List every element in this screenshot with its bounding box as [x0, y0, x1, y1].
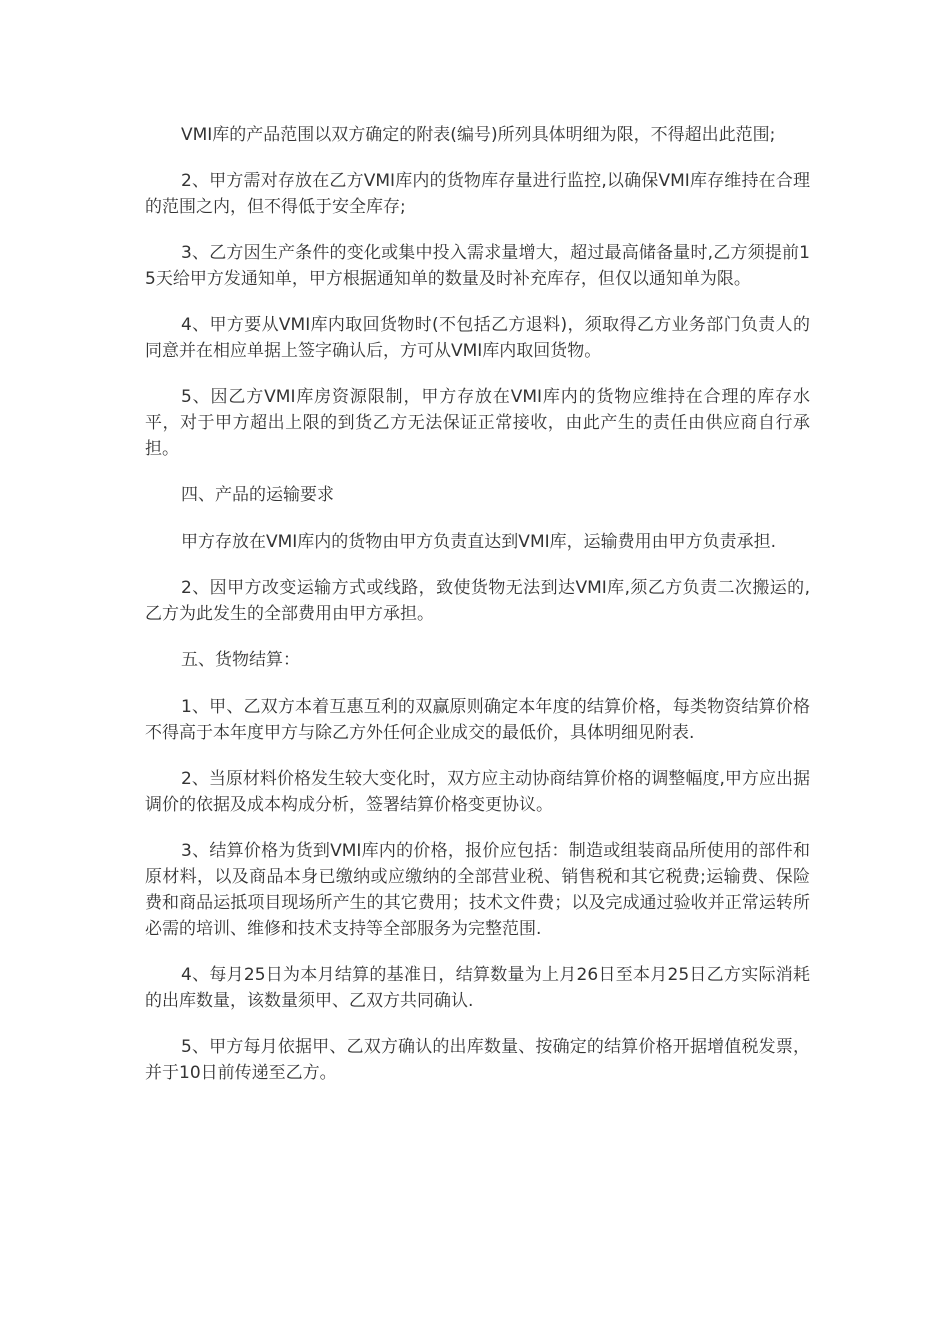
paragraph-vmi-scope: VMI库的产品范围以双方确定的附表(编号)所列具体明细为限，不得超出此范围; — [181, 125, 776, 145]
document-page — [145, 122, 810, 1106]
paragraph-price-adjustment: 2、当原材料价格发生较大变化时，双方应主动协商结算价格的调整幅度,甲方应出据调价的依据及成本构成分析，签署结算价格变更协议。 — [145, 769, 810, 815]
section-heading-transport: 四、产品的运输要求 — [181, 485, 334, 505]
paragraph-transport-cost: 甲方存放在VMI库内的货物由甲方负责直达到VMI库，运输费用由甲方负责承担. — [181, 532, 777, 552]
paragraph-invoice: 5、甲方每月依据甲、乙双方确认的出库数量、按确定的结算价格开据增值税发票，并于10日前传递至乙方。 — [145, 1037, 810, 1083]
paragraph-settlement-price: 1、甲、乙双方本着互惠互利的双赢原则确定本年度的结算价格，每类物资结算价格不得高于本年度甲方与除乙方外任何企业成交的最低价，具体明细见附表. — [145, 697, 810, 743]
paragraph-secondary-handling: 2、因甲方改变运输方式或线路，致使货物无法到达VMI库,须乙方负责二次搬运的,乙方为此发生的全部费用由甲方承担。 — [145, 578, 810, 624]
paragraph-inventory-monitoring: 2、甲方需对存放在乙方VMI库内的货物库存量进行监控,以确保VMI库存维持在合理的范围之内，但不得低于安全库存; — [145, 171, 810, 217]
paragraph-storage-limit: 5、因乙方VMI库房资源限制，甲方存放在VMI库内的货物应维持在合理的库存水平，对于甲方超出上限的到货乙方无法保证正常接收，由此产生的责任由供应商自行承担。 — [145, 387, 810, 459]
paragraph-notification-replenishment: 3、乙方因生产条件的变化或集中投入需求量增大，超过最高储备量时,乙方须提前15天给甲方发通知单，甲方根据通知单的数量及时补充库存，但仅以通知单为限。 — [145, 243, 810, 289]
paragraph-settlement-date: 4、每月25日为本月结算的基准日，结算数量为上月26日至本月25日乙方实际消耗的出库数量，该数量须甲、乙双方共同确认. — [145, 965, 810, 1011]
paragraph-goods-retrieval: 4、甲方要从VMI库内取回货物时(不包括乙方退料)，须取得乙方业务部门负责人的同意并在相应单据上签字确认后，方可从VMI库内取回货物。 — [145, 315, 810, 361]
section-heading-settlement: 五、货物结算： — [181, 650, 300, 670]
paragraph-price-composition: 3、结算价格为货到VMI库内的价格，报价应包括：制造或组装商品所使用的部件和原材料，以及商品本身已缴纳或应缴纳的全部营业税、销售税和其它税费;运输费、保险费和商品运抵项目现场所产生的其它费用；技术文件费；以及完成通过验收并正常运转所必需的培训、维修和技术支持等全部服务为完整范围. — [145, 841, 810, 939]
